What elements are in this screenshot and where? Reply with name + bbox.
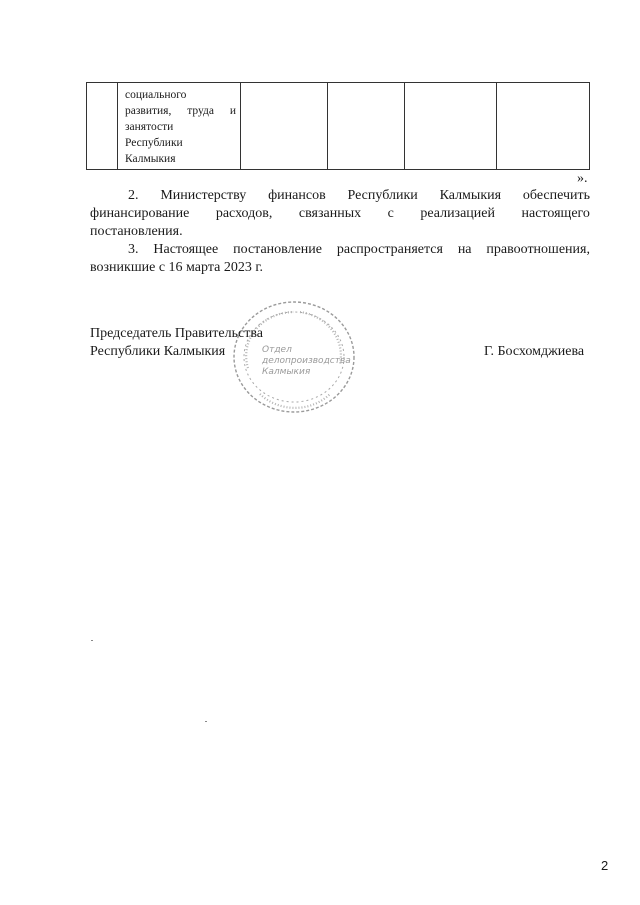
paragraph-line: постановления. — [90, 224, 183, 239]
paragraph-line: возникшие с 16 марта 2023 г. — [90, 260, 263, 275]
table-cell-line: развития, труда и — [125, 105, 236, 117]
paragraph-3 — [90, 241, 590, 277]
paragraph-line: 3. Настоящее постановление распространяется на правоотношения, — [128, 242, 590, 257]
stamp-text: делопроизводства — [262, 356, 351, 366]
table-cell-line: Республики — [125, 137, 183, 149]
paragraph-2 — [90, 187, 590, 241]
signatory-name: Г. Босхомджиева — [484, 344, 585, 359]
table-cell-line: занятости — [125, 121, 174, 133]
table-cell-number — [87, 83, 118, 170]
table-cell-line: Калмыкия — [125, 153, 176, 165]
page-number: 2 — [601, 858, 609, 873]
paragraph-line: 2. Министерству финансов Республики Калмыкия обеспечить — [128, 188, 590, 203]
paragraph-line: финансирование расходов, связанных с реализацией настоящего — [90, 206, 590, 221]
signatory-position: Председатель Правительства Республики Калмыкия — [90, 326, 263, 359]
scan-speck — [91, 640, 93, 641]
table-cell-executor — [118, 83, 241, 170]
table-cell-empty — [405, 83, 497, 170]
table-fragment — [86, 82, 590, 170]
stamp-text: Калмыкия — [262, 367, 311, 377]
table-cell-empty — [497, 83, 590, 170]
table-cell-line: социального — [125, 89, 187, 101]
stamp-text: Отдел — [262, 345, 292, 355]
table-cell-empty — [328, 83, 405, 170]
scan-speck — [205, 721, 207, 722]
table-cell-empty — [241, 83, 328, 170]
closing-quote: ». — [577, 171, 588, 186]
